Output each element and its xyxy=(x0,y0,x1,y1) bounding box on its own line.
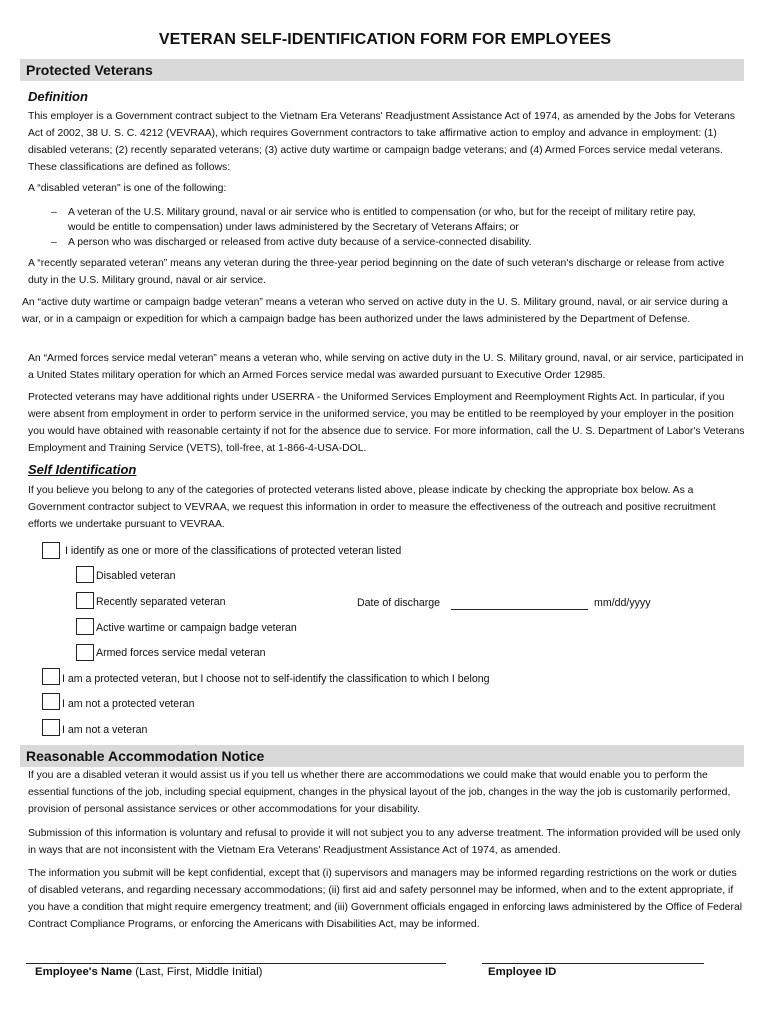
date-of-discharge-field[interactable] xyxy=(451,609,588,610)
service-medal-checkbox[interactable] xyxy=(76,644,94,661)
disabled-veteran-label: Disabled veteran xyxy=(96,570,176,582)
bullet-item: A person who was discharged or released from active duty because of a service-connected disability. xyxy=(68,237,532,248)
accommodation-paragraph-1: If you are a disabled veteran it would assist us if you tell us whether there are accommodations we could make that would enable you to perform the essential functions of the job, including special equipment, changes in the physical layout of the job, changes in the way the job is customarily performed, provision of personal assistance services or other accommodations for your disability. xyxy=(28,770,731,815)
identify-protected-checkbox[interactable] xyxy=(42,542,60,559)
decline-to-identify-checkbox[interactable] xyxy=(42,668,60,685)
decline-to-identify-label: I am a protected veteran, but I choose not to self-identify the classification to which I belong xyxy=(62,673,490,685)
form-title: VETERAN SELF-IDENTIFICATION FORM FOR EMPLOYEES xyxy=(158,31,612,48)
not-protected-veteran-label: I am not a protected veteran xyxy=(62,698,195,710)
not-a-veteran-label: I am not a veteran xyxy=(62,724,148,736)
userra-paragraph: Protected veterans may have additional rights under USERRA - the Uniformed Services Employment and Reemployment Rights Act. In particular, if you were absent from employment in order to perform service in the uniformed service, you may be entitled to be reemployed by your employer in the position you would have obtained with reasonable certainty if not for the absence due to service. For more information, call the U. S. Department of Labor's Veterans Employment and Training Service (VETS), toll-free, at 1-866-4-USA-DOL. xyxy=(28,392,745,454)
active-wartime-checkbox[interactable] xyxy=(76,618,94,635)
self-identification-heading: Self Identification xyxy=(28,462,137,477)
accommodation-paragraph-2: Submission of this information is voluntary and refusal to provide it will not subject you to any adverse treatment. The information provided will be used only in ways that are not inconsistent with the Vietnam Era Veterans' Readjustment Assistance Act of 1974, as amended. xyxy=(28,828,741,856)
bullet-dash: – xyxy=(51,207,57,218)
service-medal-label: Armed forces service medal veteran xyxy=(96,647,266,659)
employee-name-label: Employee's Name xyxy=(35,966,133,978)
not-protected-veteran-checkbox[interactable] xyxy=(42,693,60,710)
accommodation-paragraph-3: The information you submit will be kept confidential, except that (i) supervisors and managers may be informed regarding restrictions on the work or duties of disabled veterans, and regarding necessary accommodations; (ii) first aid and safety personnel may be informed, when and to the extent appropriate, if you have a condition that might require emergency treatment; and (iii) Government officials engaged in enforcing laws administered by the Office of Federal Contract Compliance Programs, or enforcing the Americans with Disabilities Act, may be informed. xyxy=(28,868,743,930)
bullet-item: A veteran of the U.S. Military ground, naval or air service who is entitled to compensation (or who, but for the receipt of military retire pay, would be entitle to compensation) under laws administered by the Secretary of Veterans Affairs; or xyxy=(68,207,696,233)
not-a-veteran-checkbox[interactable] xyxy=(42,719,60,736)
date-of-discharge-label: Date of discharge xyxy=(357,597,441,609)
active-wartime-label: Active wartime or campaign badge veteran xyxy=(96,622,297,634)
disabled-veteran-lead: A “disabled veteran" is one of the following: xyxy=(28,183,227,194)
definition-heading: Definition xyxy=(28,89,88,104)
intro-paragraph: This employer is a Government contract subject to the Vietnam Era Veterans' Readjustment Assistance Act of 1974, as amended by the Jobs for Veterans Act of 2002, 38 U. S. C. 4212 (VEVRAA), which requires Government contractors to take affirmative action to employ and advance in employment: (1) disabled veterans; (2) recently separated veterans; (3) active duty wartime or campaign badge veterans; and (4) Armed Forces service medal veterans. These classifications are defined as follows: xyxy=(28,111,736,173)
active-duty-definition: An “active duty wartime or campaign badge veteran” means a veteran who served on active duty in the U. S. Military ground, naval, or air service during a war, or in a campaign or expedition for which a campaign badge has been authorized under the laws administered by the Department of Defense. xyxy=(22,297,728,325)
recently-separated-checkbox[interactable] xyxy=(76,592,94,609)
employee-name-field[interactable] xyxy=(26,963,446,964)
date-format-hint: mm/dd/yyyy xyxy=(594,597,651,609)
medal-definition: An “Armed forces service medal veteran” means a veteran who, while serving on active duty in the U. S. Military ground, naval, or air service, participated in a United States military operation for which an Armed Forces service medal was awarded pursuant to Executive Order 12985. xyxy=(28,353,744,381)
recently-separated-label: Recently separated veteran xyxy=(96,596,226,608)
identify-protected-label: I identify as one or more of the classifications of protected veteran listed xyxy=(65,545,402,557)
employee-name-caption xyxy=(35,966,262,978)
section-header-protected-veterans: Protected Veterans xyxy=(20,59,744,81)
employee-id-label: Employee ID xyxy=(488,966,557,978)
disabled-veteran-checkbox[interactable] xyxy=(76,566,94,583)
employee-id-field[interactable] xyxy=(482,963,704,964)
employee-id-caption xyxy=(488,966,556,978)
employee-name-hint: (Last, First, Middle Initial) xyxy=(132,966,263,978)
bullet-dash: – xyxy=(51,237,57,248)
recently-separated-definition: A “recently separated veteran” means any veteran during the three-year period beginning on the date of such veteran's discharge or release from active duty in the U.S. Military ground, naval or air service. xyxy=(28,258,725,286)
self-identification-intro: If you believe you belong to any of the categories of protected veterans listed above, please indicate by checking the appropriate box below. As a Government contractor subject to VEVRAA, we request this information in order to measure the effectiveness of the outreach and positive recruitment efforts we undertake pursuant to VEVRAA. xyxy=(28,485,716,530)
section-header-accommodation: Reasonable Accommodation Notice xyxy=(20,745,744,767)
